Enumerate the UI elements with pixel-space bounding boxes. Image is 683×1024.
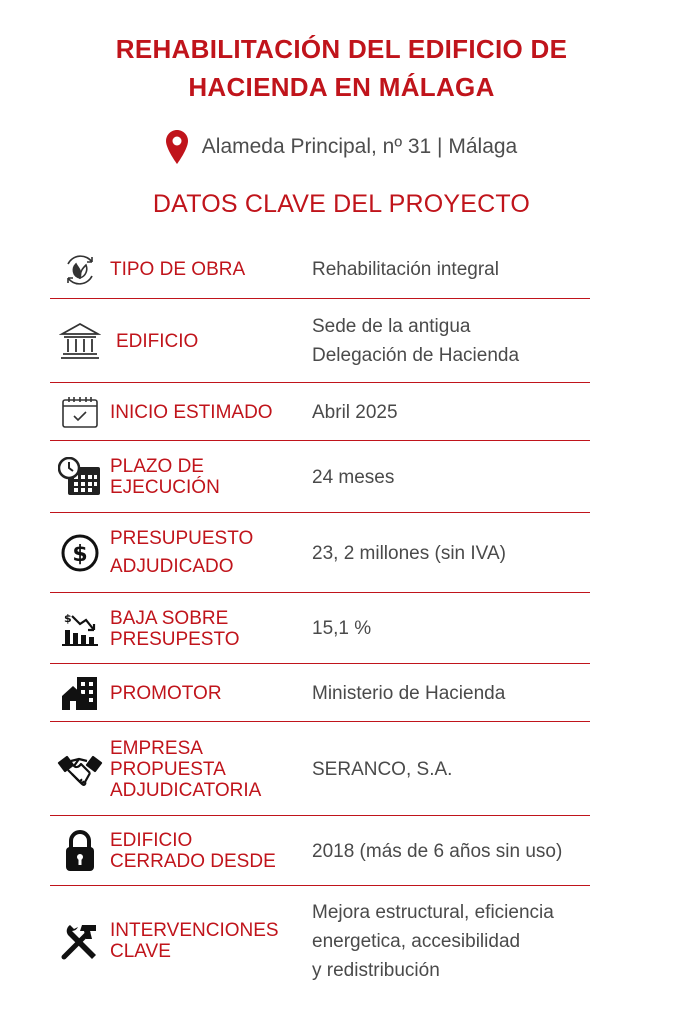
list-item [50,664,590,722]
hammer-wrench-icon [50,919,110,963]
dollar-coin-icon [50,533,110,573]
list-item [50,299,590,383]
address-text: Alameda Principal, nº 31 | Málaga [201,135,518,158]
row-value: Ministerio de Hacienda [312,682,506,704]
key-data-list [50,240,590,996]
list-item [50,886,590,996]
address [0,130,683,164]
calendar-check-icon [50,394,110,430]
handshake-icon [50,749,110,789]
list-item [50,513,590,593]
row-label: INTERVENCIONES CLAVE [110,920,279,962]
row-label: PROMOTOR [110,682,222,704]
chart-down-icon [50,610,110,648]
list-item [50,722,590,816]
row-value: 23, 2 millones (sin IVA) [312,542,506,564]
section-title: DATOS CLAVE DEL PROYECTO [152,190,531,218]
list-item [50,383,590,441]
title-line-1: REHABILITACIÓN DEL EDIFICIO DE [115,34,568,64]
row-label: INICIO ESTIMADO [110,401,273,423]
row-label: BAJA SOBRE PRESUPESTO [110,607,240,650]
government-building-icon [50,321,110,361]
title-line-2: HACIENDA EN MÁLAGA [188,72,495,102]
svg-text:$: $ [72,542,88,567]
row-label: EMPRESA PROPUESTA ADJUDICATORIA [110,737,262,801]
row-label: EDIFICIO CERRADO DESDE [110,830,276,872]
row-value: 24 meses [312,466,395,488]
padlock-icon [50,829,110,873]
row-value: Sede de la antigua Delegación de Hacienda [312,316,520,366]
row-label: PLAZO DE EJECUCIÓN [110,456,220,498]
list-item [50,593,590,664]
row-label: TIPO DE OBRA [110,259,246,280]
buildings-icon [50,674,110,712]
svg-text:$: $ [64,611,72,625]
row-value: Rehabilitación integral [312,259,499,280]
row-value: 15,1 % [312,618,372,639]
list-item [50,240,590,299]
row-value: 2018 (más de 6 años sin uso) [312,840,563,862]
clock-calendar-icon [50,457,110,497]
page-title [0,30,683,106]
list-item [50,441,590,513]
map-pin-icon [166,130,188,164]
recycle-leaf-icon [50,250,110,290]
row-label: PRESUPUESTO ADJUDICADO [110,528,254,577]
row-value: SERANCO, S.A. [312,758,453,780]
row-value: Mejora estructural, eficiencia energetica, accesibilidad y redistribución [312,901,554,981]
row-value: Abril 2025 [312,401,398,423]
row-label: EDIFICIO [116,330,199,352]
list-item [50,816,590,886]
